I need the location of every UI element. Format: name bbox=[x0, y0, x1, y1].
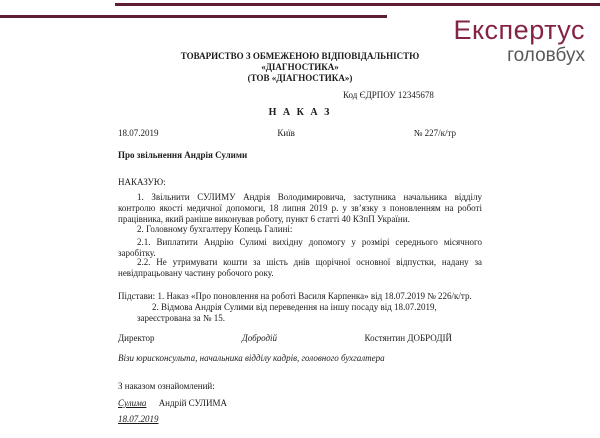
signer-signature: Добродій bbox=[241, 333, 278, 343]
order-city: Київ bbox=[277, 128, 295, 138]
signer-name: Костянтин ДОБРОДІЙ bbox=[364, 333, 452, 343]
grounds-block bbox=[118, 291, 482, 324]
grounds-line-1 bbox=[118, 291, 482, 302]
acknowledgment-name: Андрій СУЛИМА bbox=[158, 398, 227, 408]
order-item-2-2: 2.2. Не утримувати кошти за шість днів щорічної основної відпустки, надану за невідпрацьовану частину робочого року. bbox=[118, 257, 482, 278]
grounds-label: Підстави: bbox=[118, 291, 156, 301]
organization-name-line3: (ТОВ «ДІАГНОСТИКА») bbox=[247, 73, 353, 83]
resolve-label: НАКАЗУЮ: bbox=[118, 177, 166, 187]
brand-name-primary: Експертус bbox=[453, 15, 585, 45]
signature-row bbox=[118, 333, 482, 344]
header-rule-top bbox=[115, 3, 600, 6]
organization-name-line2: «ДІАГНОСТИКА» bbox=[261, 62, 339, 72]
order-number: № 227/к/тр bbox=[413, 128, 456, 138]
acknowledgment-signature-row bbox=[118, 398, 482, 409]
acknowledgment-label: З наказом ознайомлений: bbox=[118, 381, 215, 391]
visa-note: Візи юрисконсульта, начальника відділу кадрів, головного бухгалтера bbox=[118, 353, 385, 363]
header-rule-bottom bbox=[0, 15, 387, 18]
edrpou-line bbox=[118, 90, 482, 101]
acknowledgment-signature: Сулима bbox=[118, 398, 147, 408]
organization-name-line1: ТОВАРИСТВО З ОБМЕЖЕНОЮ ВІДПОВІДАЛЬНІСТЮ bbox=[180, 51, 420, 61]
order-item-1: 1. Звільнити СУЛИМУ Андрія Володимировича, заступника начальника відділу контролю якості медичної допомоги, 18 липня 2019 р. у зв’язку з поновленням на роботі працівника, який раніше виконував роботу, пункт 6 статті 40 КЗпП України. bbox=[118, 192, 482, 224]
order-item-2-1: 2.1. Виплатити Андрію Сулимі вихідну допомогу у розмірі середнього місячного заробітку. bbox=[118, 237, 482, 258]
brand-name-secondary: головбух bbox=[507, 44, 585, 66]
edrpou-code: Код ЄДРПОУ 12345678 bbox=[343, 90, 434, 100]
signer-position: Директор bbox=[118, 333, 155, 343]
grounds-item-2-cont: зареєстрована за № 15. bbox=[137, 313, 226, 323]
order-title: Н А К А З bbox=[268, 107, 332, 118]
order-meta-row bbox=[118, 128, 482, 139]
grounds-item-2: 2. Відмова Андрія Сулими від переведення на іншу посаду від 18.07.2019, bbox=[152, 302, 437, 312]
acknowledgment-date: 18.07.2019 bbox=[118, 414, 159, 424]
order-date: 18.07.2019 bbox=[118, 128, 159, 138]
grounds-item-1: 1. Наказ «Про поновлення на роботі Василя Карпенка» від 18.07.2019 № 226/к/тр. bbox=[157, 291, 472, 301]
order-subject: Про звільнення Андрія Сулими bbox=[118, 150, 248, 160]
organization-header bbox=[118, 51, 482, 84]
order-item-2: 2. Головному бухгалтеру Копець Галині: bbox=[137, 224, 293, 234]
